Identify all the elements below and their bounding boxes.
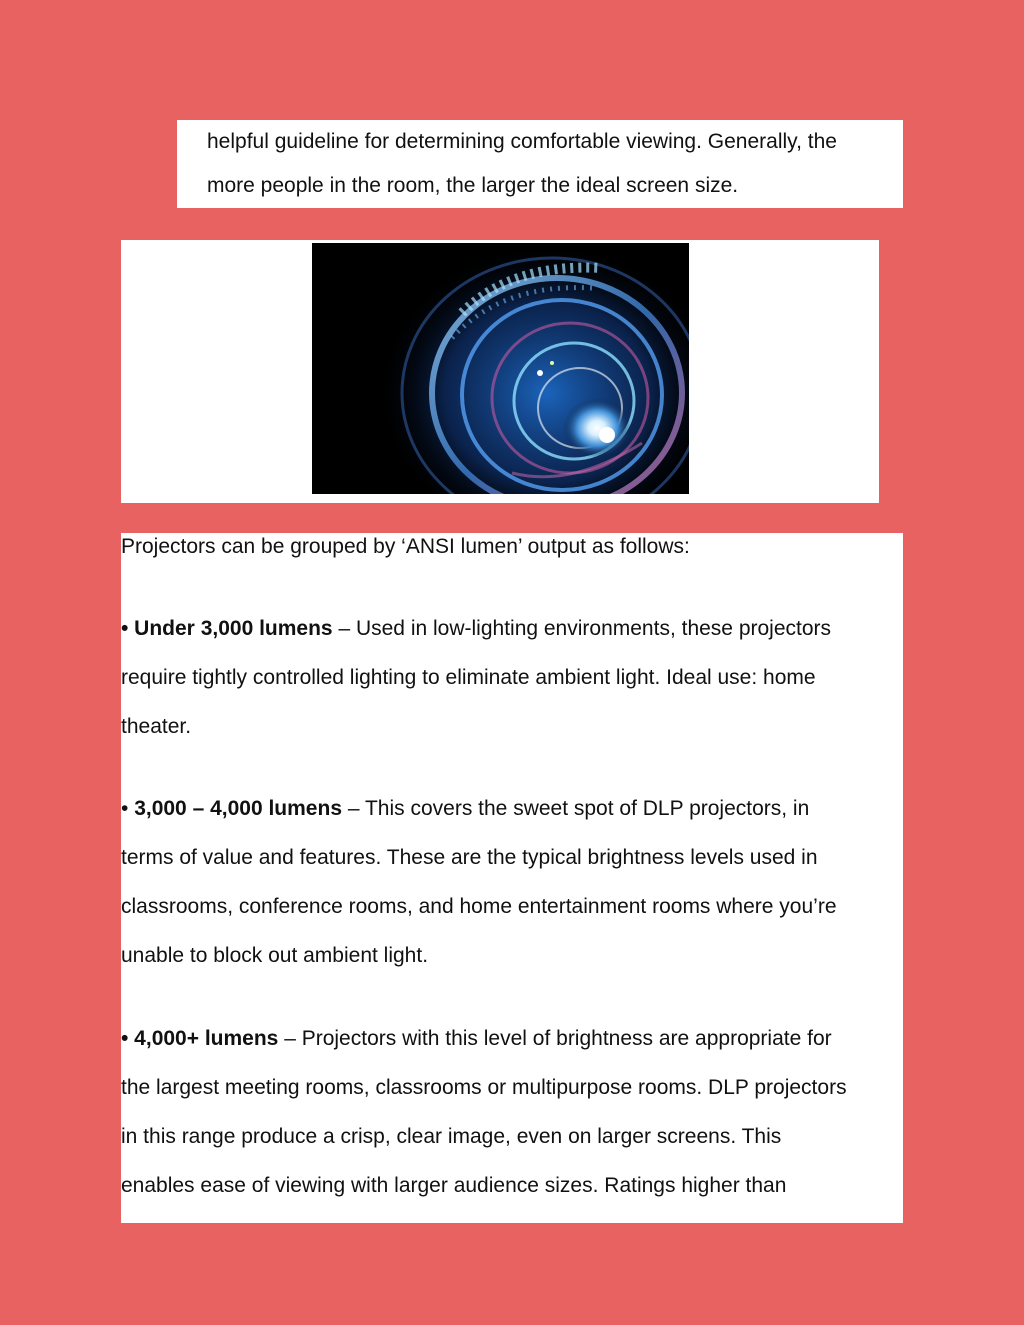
item3-line-4: enables ease of viewing with larger audience sizes. Ratings higher than: [121, 1174, 787, 1197]
item1-line-3: theater.: [121, 715, 192, 738]
top-text-line-2: more people in the room, the larger the ideal screen size.: [207, 174, 739, 197]
item2-line-4: unable to block out ambient light.: [121, 944, 429, 967]
camera-lens-icon: [312, 243, 689, 494]
item2-bullet: •: [121, 797, 135, 820]
top-text-box: [177, 120, 903, 208]
image-box: [121, 240, 879, 503]
item2-line-1: [121, 795, 809, 823]
item3-line-2: the largest meeting rooms, classrooms or multipurpose rooms. DLP projectors: [121, 1076, 847, 1099]
item3-heading: • 4,000+ lumens: [121, 1027, 279, 1050]
item1-line-2: require tightly controlled lighting to eliminate ambient light. Ideal use: home: [121, 666, 816, 689]
item1-line-1: [121, 615, 831, 643]
item2-line-2: terms of value and features. These are the typical brightness levels used in: [121, 846, 818, 869]
item2-line-1-text: – This covers the sweet spot of DLP projectors, in: [342, 797, 810, 820]
item3-line-1: [121, 1025, 832, 1053]
item2-heading: 3,000 – 4,000 lumens: [134, 797, 342, 820]
camera-lens-image: [312, 243, 689, 494]
intro-line: Projectors can be grouped by ‘ANSI lumen’ output as follows:: [121, 535, 690, 558]
item1-heading: • Under 3,000 lumens: [121, 617, 333, 640]
item1-line-1-text: – Used in low-lighting environments, these projectors: [332, 617, 832, 640]
top-text-line-1: helpful guideline for determining comfortable viewing. Generally, the: [207, 130, 837, 153]
body-text-box: [121, 533, 903, 1223]
item2-line-3: classrooms, conference rooms, and home entertainment rooms where you’re: [121, 895, 837, 918]
item3-line-3: in this range produce a crisp, clear image, even on larger screens. This: [121, 1125, 782, 1148]
item3-line-1-text: – Projectors with this level of brightness are appropriate for: [278, 1027, 832, 1050]
